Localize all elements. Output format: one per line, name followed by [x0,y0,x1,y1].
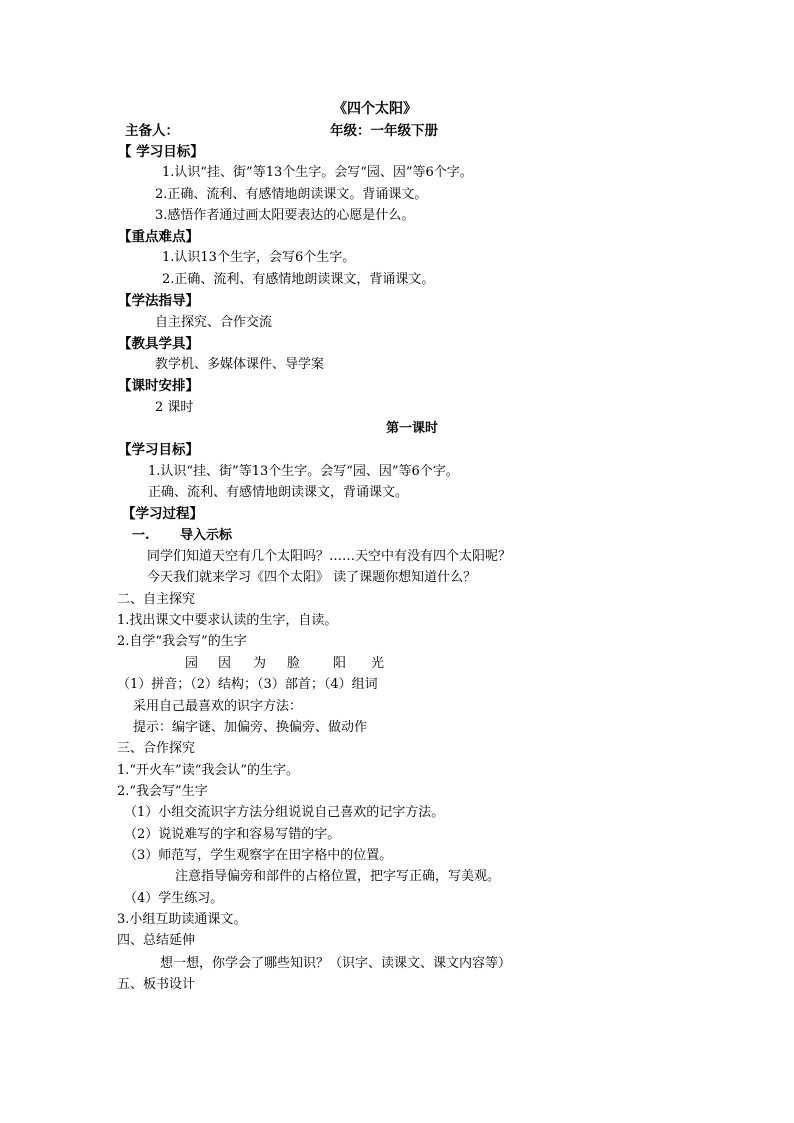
section-2-item-2: 2.自学“我会写”的生字 [117,634,247,649]
method-heading: 【学法指导】 [118,293,199,309]
schedule-heading: 【课时安排】 [118,378,199,394]
section-3-sub-3: （3）师范写，学生观察字在田字格中的位置。 [124,848,393,863]
goals2-heading: 【学习目标】 [118,442,199,458]
key-point-item-1: 1.认识13个生字，会写6个生字。 [162,250,356,265]
section-4-title: 四、总结延伸 [117,933,196,948]
section-3-sub-1: （1）小组交流识字方法分组说说自己喜欢的记字方法。 [124,805,445,820]
section-3-sub-4: （4）学生练习。 [124,891,224,906]
tools-text: 教学机、多媒体课件、导学案 [155,357,325,372]
key-point-item-2: 2.正确、流利、有感情地朗读课文，背诵课文。 [162,272,435,287]
section-2-title: 二、自主探究 [117,592,196,607]
document-title: 《四个太阳》 [333,101,417,117]
grade-label: 年级：一年级下册 [330,123,438,139]
goals2-item-1: 1.认识“挂、街”等13个生字。会写“园、因”等6个字。 [148,464,459,479]
tools-heading: 【教具学具】 [118,336,199,352]
section-3-title: 三、合作探究 [117,741,196,756]
section-3-item-2: 2.“我会写”生字 [117,784,208,799]
section-3-note: 注意指导偏旁和部件的占格位置，把字写正确，写美观。 [175,869,501,884]
section-2-method: 采用自己最喜欢的识字方法： [133,699,303,714]
section-2-steps: （1）拼音；（2）结构；（3）部首；（4）组词 [117,677,378,692]
character-4: 脸 [287,656,301,671]
character-6: 光 [371,656,385,671]
section-5-title: 五、板书设计 [117,977,196,992]
preparer-label: 主备人： [125,123,179,139]
section-2-item-1: 1.找出课文中要求认读的生字，自读。 [117,613,338,628]
method-text: 自主探究、合作交流 [155,315,273,330]
goals2-item-2: 正确、流利、有感情地朗读课文，背诵课文。 [148,485,409,500]
section-4-text: 想一想，你学会了哪些知识？（识字、读课文、课文内容等） [160,956,512,971]
section-1-paragraph-1: 同学们知道天空有几个太阳吗？……天空中有没有四个太阳呢？ [147,549,512,564]
character-3: 为 [253,656,267,671]
process-heading: 【学习过程】 [122,506,203,522]
key-points-heading: 【重点难点】 [118,229,199,245]
section-1-paragraph-2: 今天我们就来学习《四个太阳》 读了课题你想知道什么？ [147,570,477,585]
schedule-text: 2 课时 [155,400,194,415]
lesson-one-title: 第一课时 [386,421,439,436]
character-2: 因 [218,656,232,671]
character-1: 园 [185,656,199,671]
section-1-number: 一. [132,528,150,543]
goals-heading: 【 学习目标】 [118,144,204,160]
section-2-tip: 提示：编字谜、加偏旁、换偏旁、做动作 [133,720,368,735]
goal-item-1: 1.认识“挂、街”等13个生字。会写“园、因”等6个字。 [162,165,473,180]
character-5: 阳 [333,656,347,671]
section-3-sub-2: （2）说说难写的字和容易写错的字。 [124,827,341,842]
section-1-title: 导入示标 [180,528,233,543]
goal-item-2: 2.正确、流利、有感情地朗读课文。背诵课文。 [155,187,428,202]
section-3-item-3: 3.小组互助读通课文。 [117,912,247,927]
section-3-item-1: 1.“开火车”读“我会认”的生字。 [117,763,299,778]
goal-item-3: 3.感悟作者通过画太阳要表达的心愿是什么。 [155,208,415,223]
